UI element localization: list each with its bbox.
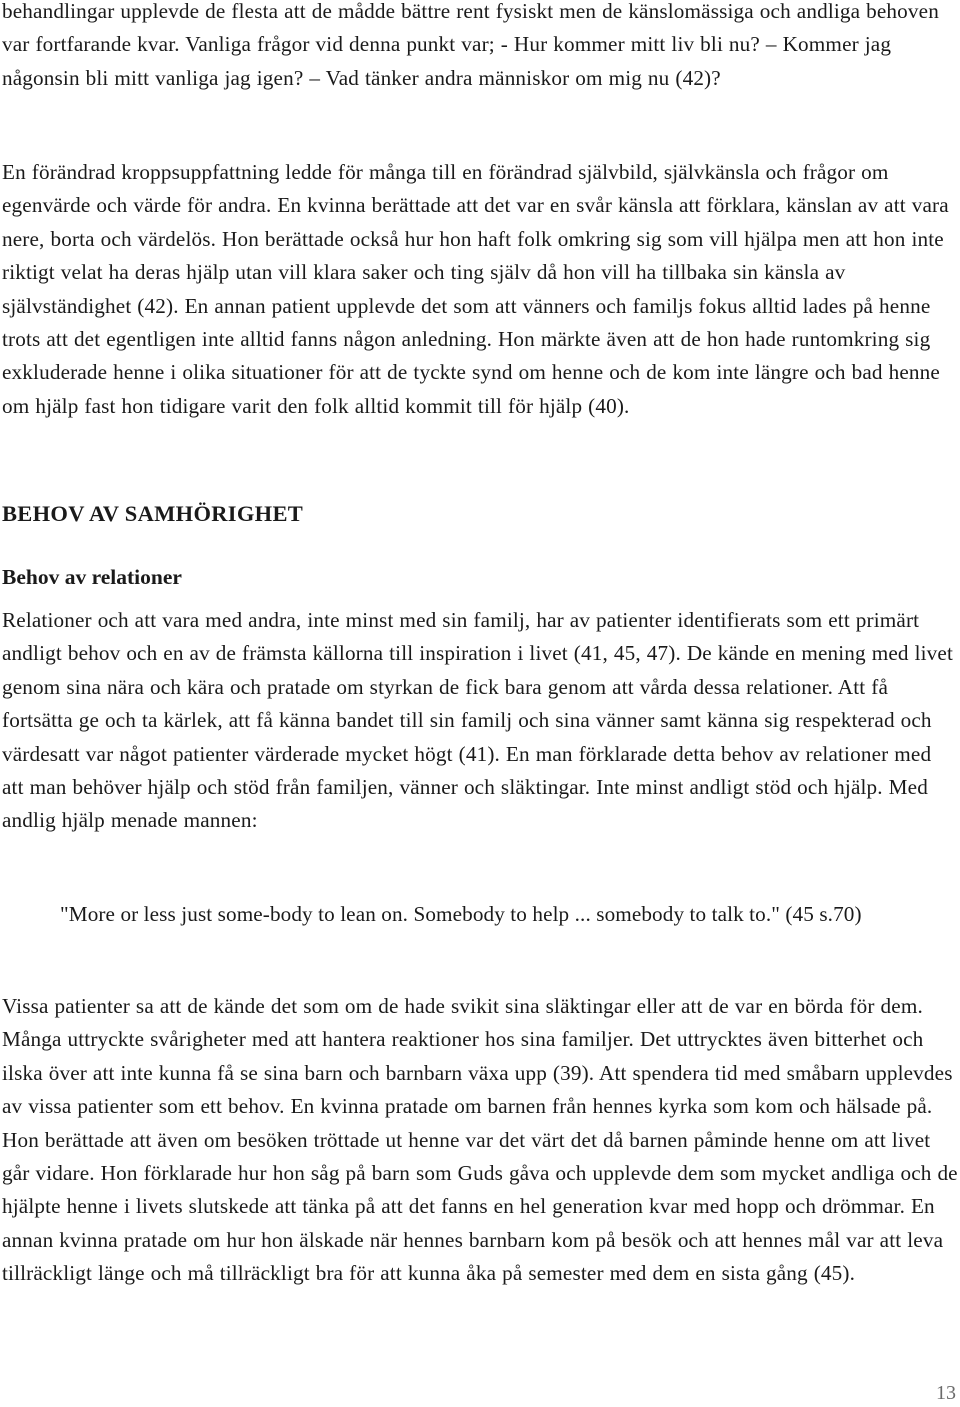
block-quote: "More or less just some-body to lean on. Somebody to help ... somebody to talk to." (45 s.70) xyxy=(60,902,862,926)
section-heading: BEHOV AV SAMHÖRIGHET xyxy=(2,501,304,526)
page-number: 13 xyxy=(936,1382,956,1404)
body-paragraph: En förändrad kroppsuppfattning ledde för många till en förändrad självbild, självkänsla och frågor om egenvärde och värde för andra. En kvinna berättade att det var en svår känsla att förklara, känslan av att vara nere, borta och värdelös. Hon berättade också hur hon haft folk omkring sig som vill hjälpa men att hon inte riktigt velat ha deras hjälp utan vill klara saker och ting själv då hon vill ha tillbaka sin känsla av självständighet (42). En annan patient upplevde det som att vänners och familjs fokus alltid lades på henne trots att det egentligen inte alltid fanns någon anledning. Hon märkte även att de hon hade runtomkring sig exkluderade henne i olika situationer för att de tyckte synd om henne och de kom inte längre och bad henne om hjälp fast hon tidigare varit den folk alltid kommit till för hjälp (40). xyxy=(2,160,949,418)
body-paragraph: Vissa patienter sa att de kände det som om de hade svikit sina släktingar eller att de var en börda för dem. Många uttryckte svårigheter med att hantera reaktioner hos sina familjer. Det uttrycktes även bitterhet och ilska över att inte kunna få se sina barn och barnbarn växa upp (39). Att spendera tid med småbarn upplevdes av vissa patienter som ett behov. En kvinna pratade om barnen från hennes kyrka som kom och hälsade på. Hon berättade att även om besöken tröttade ut henne var det värt det då barnen påminde henne om att livet går vidare. Hon förklarade hur hon såg på barn som Guds gåva och upplevde dem som mycket andliga och de hjälpte henne i livets slutskede att tänka på att det fanns en hel generation kvar med hopp och drömmar. En annan kvinna pratade om hur hon älskade när hennes barnbarn kom på besök och att hennes mål var att leva tillräckligt länge och må tillräckligt bra för att kunna åka på semester med dem en sista gång (45). xyxy=(2,994,958,1286)
body-paragraph: Relationer och att vara med andra, inte minst med sin familj, har av patienter identifierats som ett primärt andligt behov och en av de främsta källorna till inspiration i livet (41, 45, 47). De kände en mening med livet genom sina nära och kära och pratade om styrkan de fick bara genom att vårda dessa relationer. Att få fortsätta ge och ta kärlek, att få känna bandet till sin familj och sina vänner samt känna sig respekterad och värdesatt var något patienter värderade mycket högt (41). En man förklarade detta behov av relationer med att man behöver hjälp och stöd från familjen, vänner och släktingar. Inte minst andligt stöd och hjälp. Med andlig hjälp menade mannen: xyxy=(2,608,954,833)
body-paragraph: behandlingar upplevde de flesta att de mådde bättre rent fysiskt men de känslomässiga och andliga behoven var fortfarande kvar. Vanliga frågor vid denna punkt var; - Hur kommer mitt liv bli nu? – Kommer jag någonsin bli mitt vanliga jag igen? – Vad tänker andra människor om mig nu (42)? xyxy=(2,0,939,90)
sub-heading: Behov av relationer xyxy=(2,565,182,589)
